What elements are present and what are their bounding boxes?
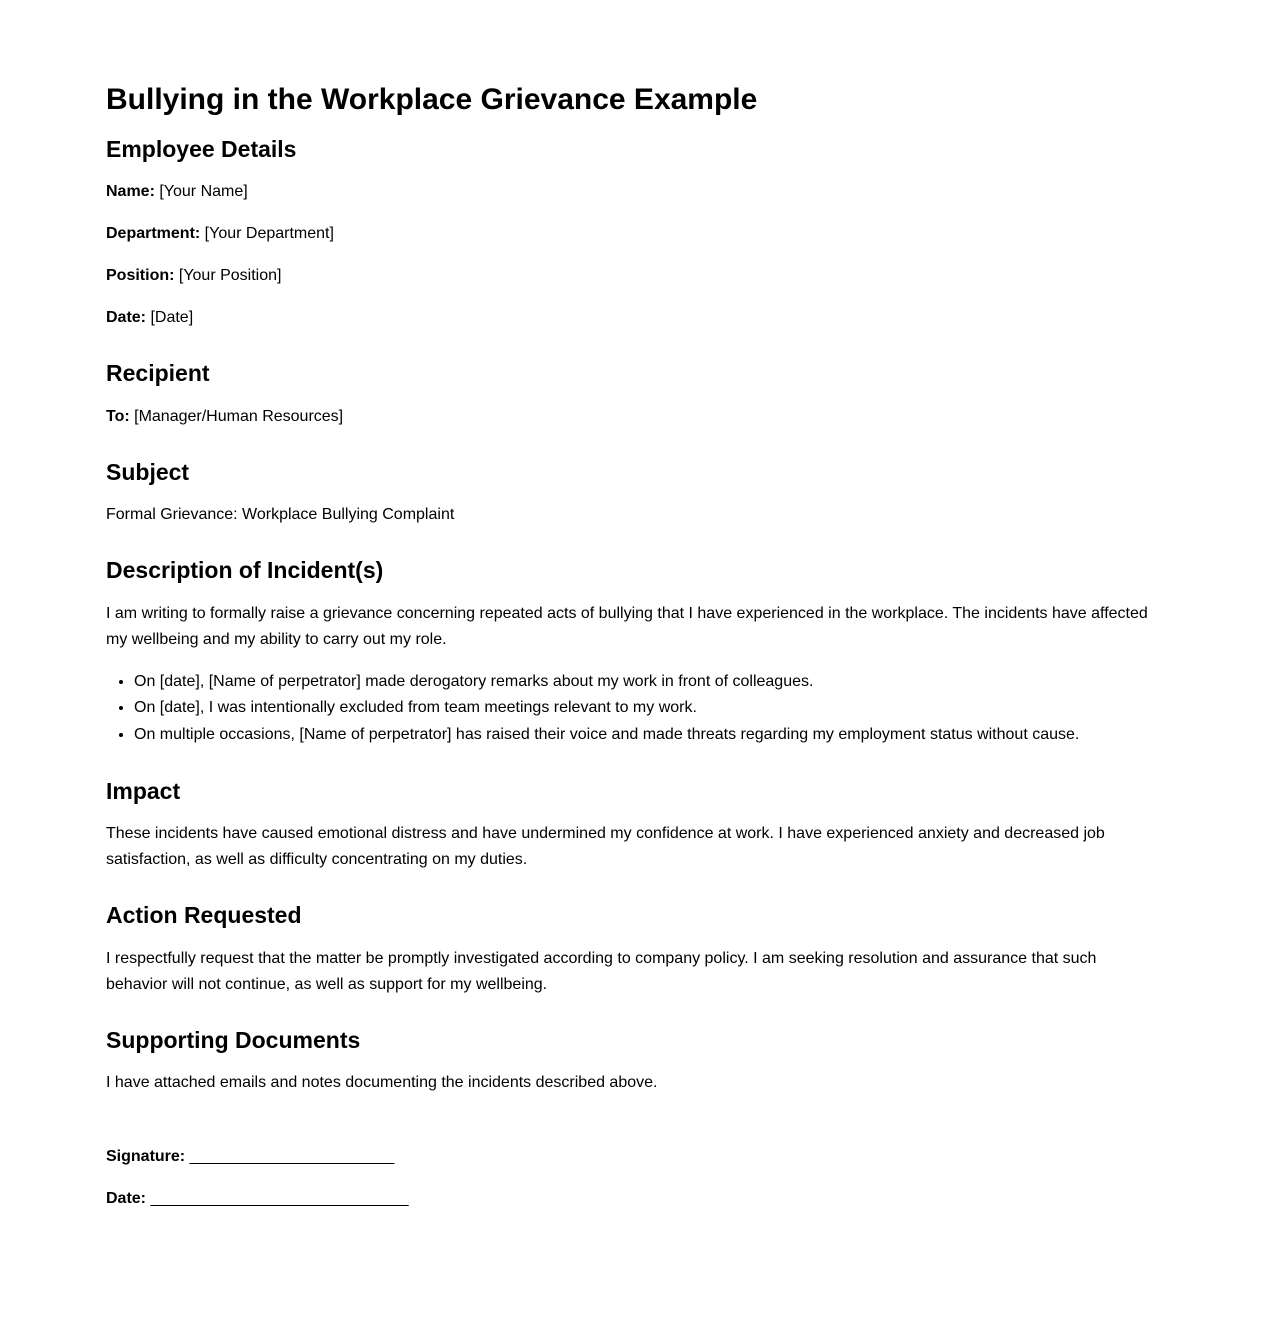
date-line: _____________________________ bbox=[146, 1190, 409, 1208]
heading-supporting-documents: Supporting Documents bbox=[106, 1026, 361, 1053]
impact-paragraph: These incidents have caused emotional distress and have undermined my confidence at work. I have experienced anxiety and decreased job satisfaction, as well as difficulty concentrating on my duties. bbox=[106, 825, 1105, 869]
field-value-date: [Date] bbox=[146, 309, 194, 327]
field-value-to: [Manager/Human Resources] bbox=[129, 407, 344, 425]
signature-line: _______________________ bbox=[185, 1148, 395, 1166]
field-value-department: [Your Department] bbox=[200, 225, 334, 243]
field-label-position: Position: bbox=[106, 267, 175, 285]
field-label-date: Date: bbox=[106, 309, 147, 327]
field-row-position bbox=[106, 263, 1157, 289]
field-row-to bbox=[106, 404, 1157, 430]
list-item-incident-3: • On multiple occasions, [Name of perpetrator] has raised their voice and made threats regarding my employment status without cause. bbox=[134, 722, 1157, 749]
description-intro-paragraph: I am writing to formally raise a grievance concerning repeated acts of bullying that I have experienced in the workplace. The incidents have affected my wellbeing and my ability to carry out my role. bbox=[106, 604, 1148, 648]
date-label: Date: bbox=[106, 1190, 147, 1208]
field-row-date bbox=[106, 305, 1157, 331]
field-value-position: [Your Position] bbox=[174, 267, 282, 285]
subject-text: Formal Grievance: Workplace Bullying Complaint bbox=[106, 506, 455, 524]
list-item-incident-2: • On [date], I was intentionally excluded from team meetings relevant to my work. bbox=[134, 695, 1157, 722]
field-label-name: Name: bbox=[106, 183, 155, 201]
field-value-name: [Your Name] bbox=[154, 183, 248, 201]
heading-action-requested: Action Requested bbox=[106, 902, 302, 929]
heading-recipient: Recipient bbox=[106, 360, 210, 387]
signature-row bbox=[106, 1144, 1157, 1170]
date-row bbox=[106, 1186, 1157, 1212]
field-label-to: To: bbox=[106, 407, 130, 425]
list-item-incident-1: • On [date], [Name of perpetrator] made derogatory remarks about my work in front of colleagues. bbox=[134, 669, 1157, 696]
signature-label: Signature: bbox=[106, 1148, 186, 1166]
heading-subject: Subject bbox=[106, 458, 190, 485]
heading-impact: Impact bbox=[106, 777, 181, 804]
action-requested-paragraph: I respectfully request that the matter be promptly investigated according to company policy. I am seeking resolution and assurance that such behavior will not continue, as well as support for my wellbeing. bbox=[106, 949, 1097, 993]
heading-employee-details: Employee Details bbox=[106, 135, 297, 162]
page-title: Bullying in the Workplace Grievance Example bbox=[106, 83, 758, 116]
field-row-name bbox=[106, 179, 1157, 205]
incident-bullet-list bbox=[106, 669, 1157, 749]
field-label-department: Department: bbox=[106, 225, 201, 243]
supporting-documents-paragraph: I have attached emails and notes documenting the incidents described above. bbox=[106, 1074, 658, 1092]
field-row-department bbox=[106, 221, 1157, 247]
heading-description-of-incidents: Description of Incident(s) bbox=[106, 557, 384, 584]
